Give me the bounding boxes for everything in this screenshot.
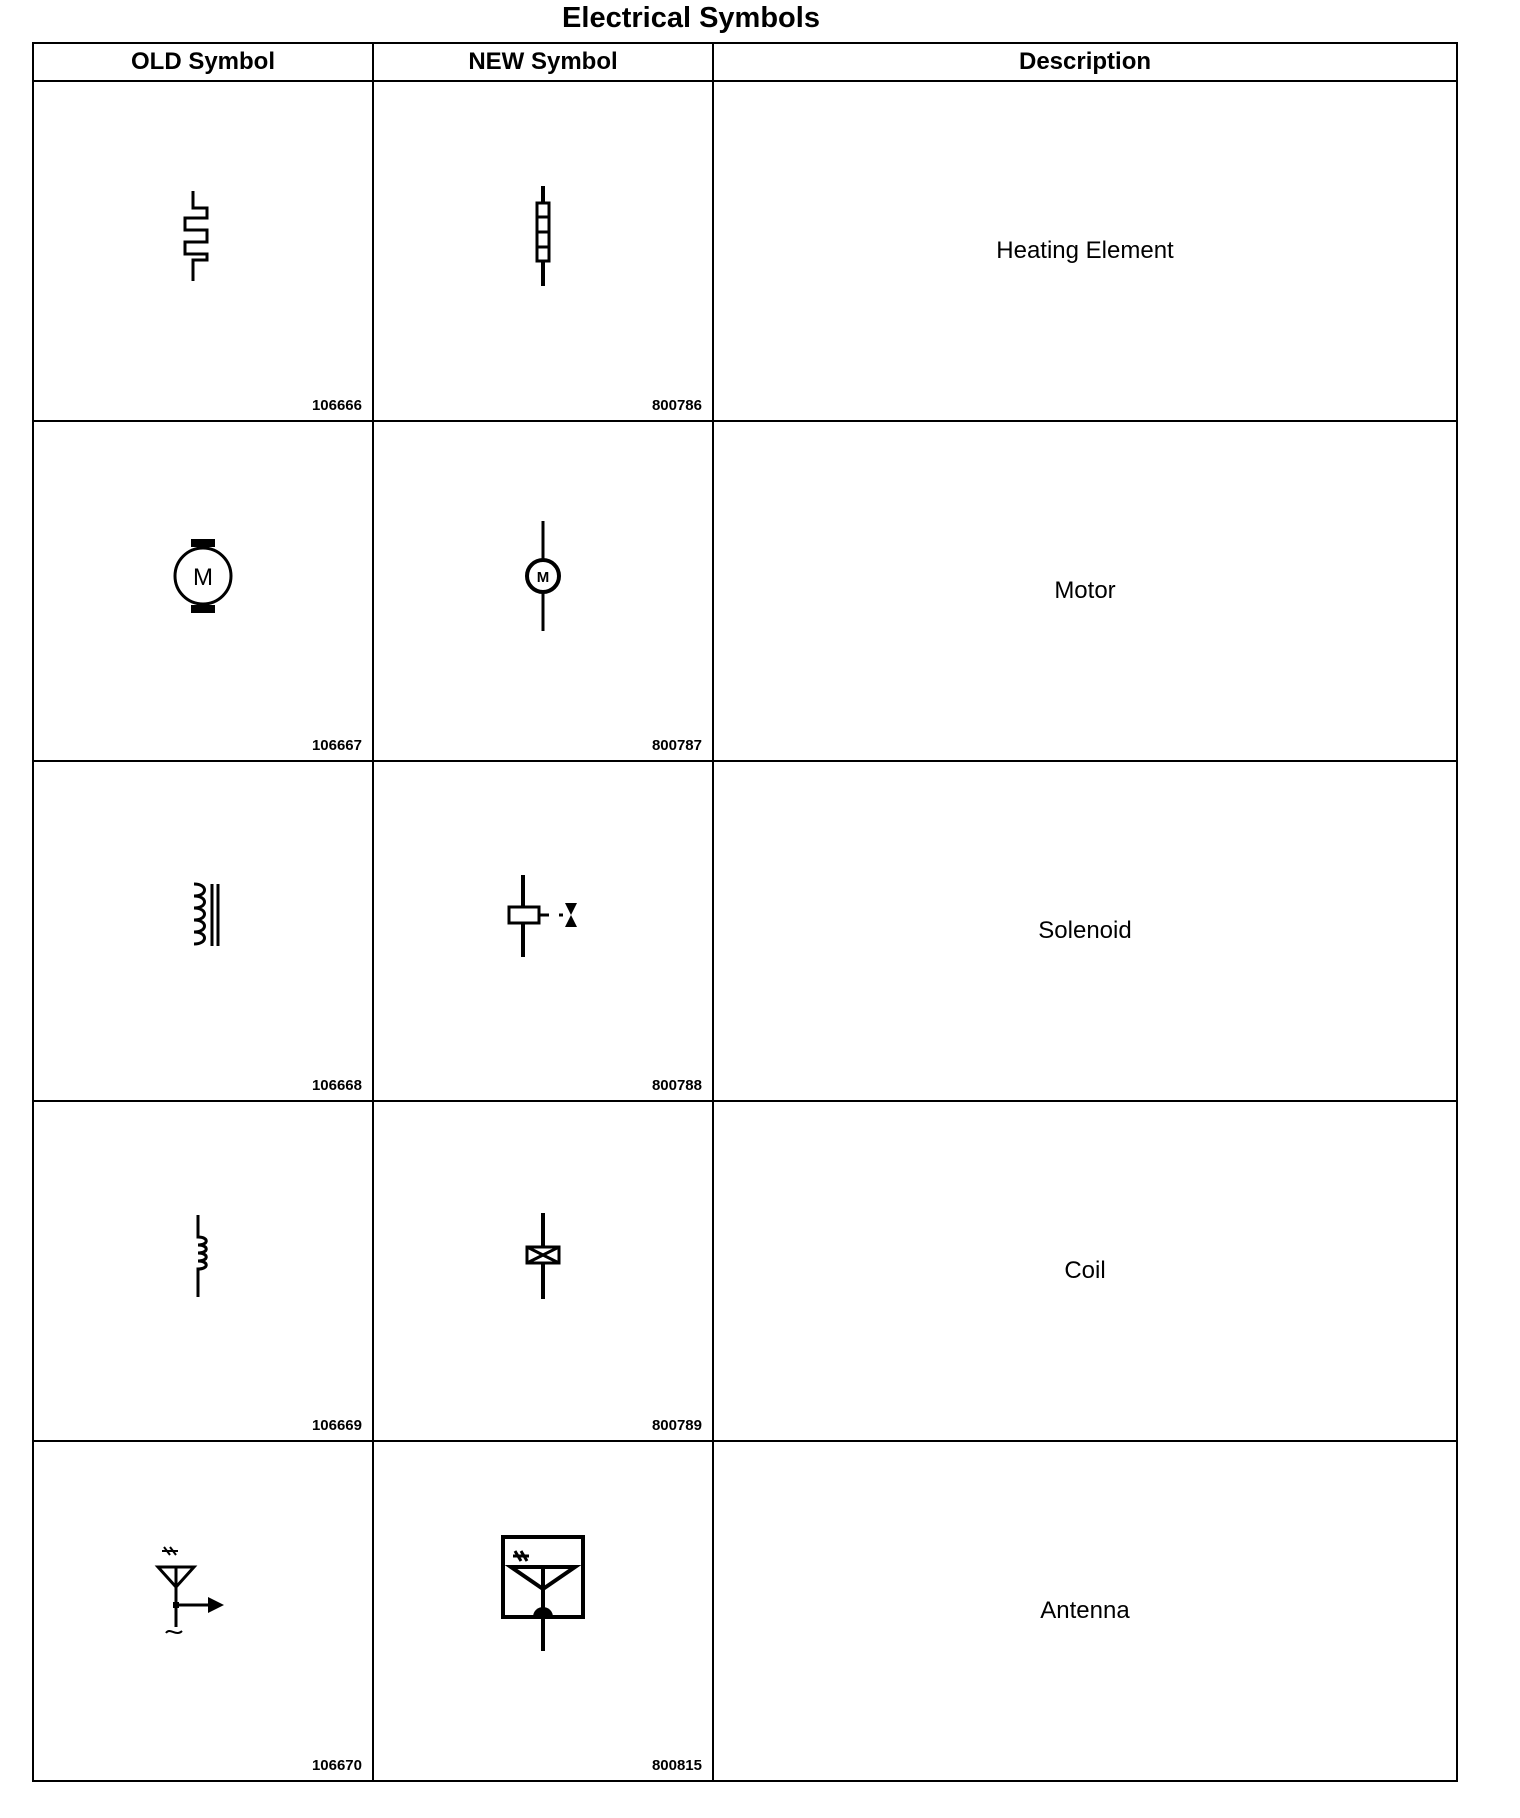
old-symbol-cell — [33, 761, 373, 1101]
table-row — [33, 761, 1457, 1101]
coil-new-icon — [513, 1211, 573, 1301]
table-row — [33, 1101, 1457, 1441]
description-cell: Heating Element — [713, 81, 1457, 421]
antenna-old-icon — [148, 1541, 258, 1651]
symbol-code: 106670 — [311, 1757, 362, 1774]
heating-element-new-icon — [513, 181, 573, 291]
table-row — [33, 421, 1457, 761]
new-symbol-cell — [373, 81, 713, 421]
new-symbol-cell — [373, 761, 713, 1101]
symbol-code: 106666 — [311, 397, 362, 414]
symbol-code: 800787 — [651, 737, 702, 754]
symbol-code: 106668 — [311, 1077, 362, 1094]
table-row — [33, 81, 1457, 421]
symbol-code: 800788 — [651, 1077, 702, 1094]
header-description: Description — [713, 43, 1457, 81]
old-symbol-cell — [33, 1101, 373, 1441]
antenna-new-icon — [493, 1531, 593, 1661]
motor-letter: M — [193, 564, 213, 591]
symbol-code: 800789 — [651, 1417, 702, 1434]
motor-letter: M — [536, 569, 550, 586]
page-title: Electrical Symbols — [562, 2, 820, 34]
symbol-code: 106667 — [311, 737, 362, 754]
table-row — [33, 1441, 1457, 1781]
description-cell: Solenoid — [713, 761, 1457, 1101]
solenoid-old-icon — [168, 876, 238, 956]
old-symbol-cell — [33, 421, 373, 761]
new-symbol-cell — [373, 421, 713, 761]
table-header-row — [33, 43, 1457, 81]
new-symbol-cell — [373, 1441, 713, 1781]
symbol-code: 800786 — [651, 397, 702, 414]
motor-old-icon — [163, 531, 243, 621]
old-symbol-cell — [33, 1441, 373, 1781]
old-symbol-cell — [33, 81, 373, 421]
header-old-symbol: OLD Symbol — [33, 43, 373, 81]
motor-new-icon — [513, 516, 573, 636]
symbol-code: 106669 — [311, 1417, 362, 1434]
description-cell: Antenna — [713, 1441, 1457, 1781]
symbols-table — [32, 42, 1458, 1782]
heating-element-old-icon — [163, 186, 243, 286]
symbol-code: 800815 — [651, 1757, 702, 1774]
solenoid-new-icon — [493, 871, 593, 961]
description-cell: Coil — [713, 1101, 1457, 1441]
new-symbol-cell — [373, 1101, 713, 1441]
coil-old-icon — [173, 1211, 233, 1301]
description-cell: Motor — [713, 421, 1457, 761]
header-new-symbol: NEW Symbol — [373, 43, 713, 81]
